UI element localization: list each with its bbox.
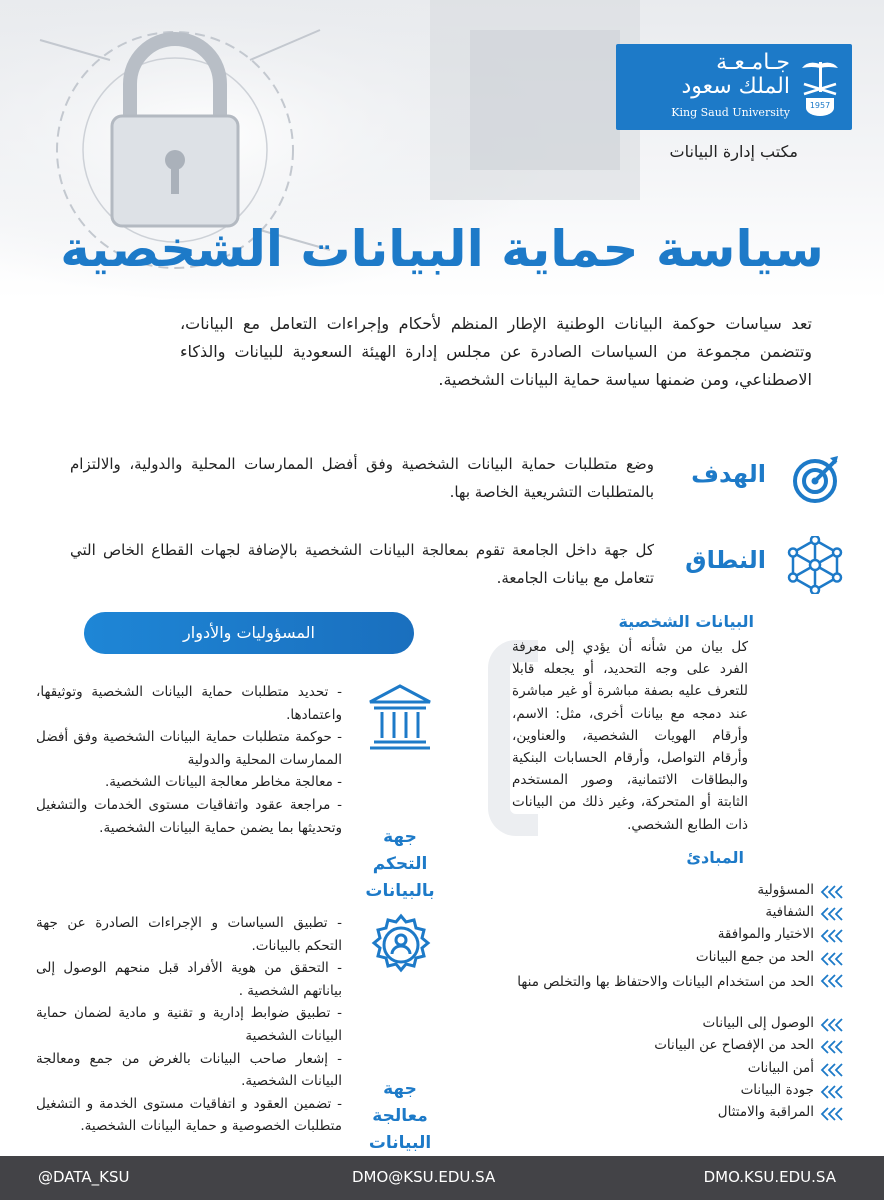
- principle-label: الوصول إلى البيانات: [702, 1015, 814, 1032]
- footer-social-handle[interactable]: @DATA_KSU: [38, 1168, 130, 1186]
- principle-item: [514, 882, 844, 904]
- principle-label: المراقبة والامتثال: [717, 1103, 814, 1120]
- processor-label: [352, 1076, 448, 1157]
- principle-item: [514, 1015, 844, 1037]
- controller-label-line3: بالبيانات: [365, 881, 435, 901]
- office-name: مكتب إدارة البيانات: [669, 142, 798, 161]
- processor-label-line2: معالجة: [372, 1106, 428, 1126]
- palm-swords-emblem-icon: [798, 54, 842, 120]
- controller-responsibilities: [36, 681, 342, 839]
- principle-label: الشفافية: [765, 904, 814, 921]
- principle-label: الحد من الإفصاح عن البيانات: [654, 1037, 814, 1054]
- processor-label-line3: البيانات: [368, 1133, 432, 1153]
- scope-section: [40, 536, 844, 600]
- goal-section: [40, 450, 844, 514]
- principle-label: الحد من جمع البيانات: [695, 948, 814, 965]
- chevrons-left-icon: [820, 952, 844, 966]
- roles-heading: المسؤوليات والأدوار: [84, 612, 414, 654]
- footer-website[interactable]: DMO.KSU.EDU.SA: [703, 1168, 836, 1186]
- logo-arabic-line1: جـامـعـة: [716, 50, 790, 75]
- logo-english-name: King Saud University: [671, 106, 790, 119]
- page-title: سياسة حماية البيانات الشخصية: [60, 220, 824, 278]
- principle-label: الاختيار والموافقة: [717, 926, 814, 943]
- list-item: - تطبيق السياسات و الإجراءات الصادرة عن جهة التحكم بالبيانات.: [36, 915, 342, 954]
- principles-heading: المبادئ: [686, 848, 744, 867]
- scope-label: النطاق: [685, 546, 766, 574]
- principle-label: أمن البيانات: [747, 1059, 814, 1076]
- gear-user-icon: [368, 912, 434, 978]
- list-item: - تطبيق ضوابط إدارية و تقنية و مادية لضمان حماية البيانات الشخصية: [36, 1005, 342, 1044]
- controller-label-line1: جهة: [383, 827, 417, 847]
- principle-item: [514, 926, 844, 948]
- principle-item: [514, 1037, 844, 1059]
- processor-label-line1: جهة: [383, 1079, 417, 1099]
- principle-label: جودة البيانات: [740, 1081, 814, 1098]
- list-item: - معالجة مخاطر معالجة البيانات الشخصية.: [104, 774, 342, 791]
- controller-label: [352, 824, 448, 905]
- principle-item: [514, 971, 844, 1015]
- principle-item: [514, 949, 844, 971]
- chevrons-left-icon: [820, 1063, 844, 1077]
- principle-label: الحد من استخدام البيانات والاحتفاظ بها والتخلص منها: [517, 973, 814, 990]
- scope-text: كل جهة داخل الجامعة تقوم بمعالجة البيانات الشخصية بالإضافة لجهات القطاع الخاص التي تتعامل مع بيانات الجامعة.: [70, 541, 654, 587]
- list-item: - إشعار صاحب البيانات بالغرض من جمع ومعالجة البيانات الشخصية.: [36, 1050, 342, 1090]
- list-item: - حوكمة متطلبات حماية البيانات الشخصية وفق أفضل الممارسات المحلية والدولية: [36, 729, 342, 768]
- principle-item: [514, 1104, 844, 1126]
- list-item: - تحديد متطلبات حماية البيانات الشخصية وتوثيقها، واعتمادها.: [36, 684, 342, 723]
- logo-arabic-line2: الملك سعود: [681, 74, 790, 99]
- list-item: - مراجعة عقود واتفاقيات مستوى الخدمات والتشغيل وتحديثها بما يضمن حماية البيانات الشخصية.: [36, 796, 342, 836]
- chevrons-left-icon: [820, 974, 844, 988]
- chevrons-left-icon: [820, 929, 844, 943]
- principle-item: [514, 904, 844, 926]
- personal-data-heading: البيانات الشخصية: [618, 612, 754, 631]
- personal-data-definition: كل بيان من شأنه أن يؤدي إلى معرفة الفرد على وجه التحديد، أو يجعله قابلا للتعرف عليه بصفة مباشرة أو غير مباشرة عند دمجه مع بيانات أخرى، مثل: الاسم، وأرقام الهويات الشخصية، والعناوين، وأرقام التواصل، وأرقام الحسابات البنكية والبطاقات الائتمانية، وصور المستخدم الثابتة أو المتحركة، وغير ذلك من البيانات ذات الطابع الشخصي.: [512, 639, 748, 833]
- emblem-year: 1957: [809, 101, 831, 110]
- goal-text: وضع متطلبات حماية البيانات الشخصية وفق أفضل الممارسات المحلية والدولية، والالتزام بالمتطلبات التشريعية الخاصة بها.: [70, 455, 654, 501]
- chevrons-left-icon: [820, 1040, 844, 1054]
- chevrons-left-icon: [820, 1085, 844, 1099]
- processor-responsibilities: [36, 912, 342, 1138]
- principles-list: [514, 882, 844, 1126]
- chevrons-left-icon: [820, 1018, 844, 1032]
- chevrons-left-icon: [820, 907, 844, 921]
- chevrons-left-icon: [820, 885, 844, 899]
- intro-paragraph: تعد سياسات حوكمة البيانات الوطنية الإطار المنظم لأحكام وإجراءات التعامل مع البيانات، وتتضمن مجموعة من السياسات الصادرة عن مجلس إدارة الهيئة السعودية للبيانات والذكاء الاصطناعي، ومن ضمنها سياسة حماية البيانات الشخصية.: [180, 314, 812, 389]
- principle-item: [514, 1082, 844, 1104]
- list-item: - تضمين العقود و اتفاقيات مستوى الخدمة و التشغيل متطلبات الخصوصية و حماية البيانات الشخصية.: [36, 1095, 342, 1135]
- target-icon: [786, 450, 844, 508]
- footer-email[interactable]: DMO@KSU.EDU.SA: [352, 1168, 496, 1186]
- principle-label: المسؤولية: [757, 882, 814, 898]
- ksu-logo: [616, 44, 852, 130]
- chevrons-left-icon: [820, 1107, 844, 1121]
- controller-label-line2: التحكم: [372, 854, 428, 874]
- goal-label: الهدف: [691, 460, 766, 488]
- footer-bar: [0, 1156, 884, 1200]
- institution-icon: [366, 682, 434, 752]
- network-icon: [786, 536, 844, 594]
- list-item: - التحقق من هوية الأفراد قبل منحهم الوصول إلى بياناتهم الشخصية .: [36, 960, 342, 999]
- principle-item: [514, 1060, 844, 1082]
